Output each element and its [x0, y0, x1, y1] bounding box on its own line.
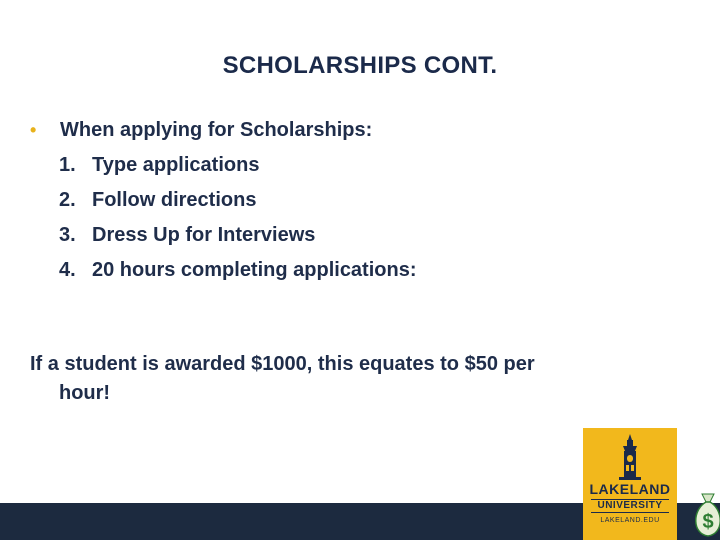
list-item — [28, 183, 668, 218]
university-logo — [583, 428, 677, 540]
bullet-block — [28, 113, 668, 288]
step-text: 20 hours completing applications: — [92, 259, 417, 281]
step-number: 4. — [59, 259, 76, 281]
bullet-item — [28, 113, 668, 148]
money-bag-icon — [690, 490, 720, 540]
step-number: 2. — [59, 189, 76, 211]
list-item — [28, 148, 668, 183]
logo-subwordmark: UNIVERSITY — [591, 499, 669, 513]
steps-list — [28, 148, 668, 288]
step-number: 3. — [59, 224, 76, 246]
money-symbol: $ — [702, 511, 714, 533]
step-text: Type applications — [92, 154, 260, 176]
paragraph-line: hour! — [59, 382, 111, 404]
step-number: 1. — [59, 154, 76, 176]
slide-title: SCHOLARSHIPS CONT. — [222, 52, 498, 79]
paragraph-line: If a student is awarded $1000, this equates to $50 per — [30, 353, 535, 375]
logo-url: LAKELAND.EDU — [600, 517, 660, 524]
list-item — [28, 253, 668, 288]
bullet-text: When applying for Scholarships: — [60, 119, 373, 141]
bullet-icon: • — [30, 120, 37, 140]
tower-icon — [615, 434, 645, 480]
step-text: Dress Up for Interviews — [92, 224, 316, 246]
step-text: Follow directions — [92, 189, 257, 211]
logo-wordmark: LAKELAND — [589, 481, 671, 497]
award-paragraph — [30, 350, 660, 408]
list-item — [28, 218, 668, 253]
